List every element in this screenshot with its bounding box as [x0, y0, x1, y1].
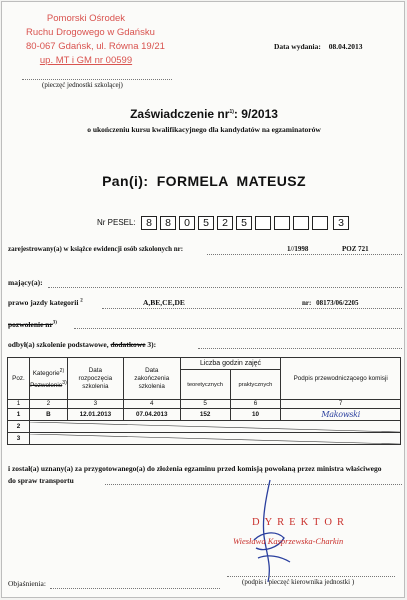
- director-name: Wiesława Kasprzewska-Charkin: [233, 536, 344, 546]
- empty-row-cell: [29, 433, 400, 445]
- registration-poz: POZ 721: [342, 245, 369, 253]
- header-pozwolenie-sup: 3): [62, 379, 67, 386]
- header-signature: Podpis przewodniczącego komisji: [281, 358, 401, 400]
- column-number: 3: [67, 400, 123, 409]
- training-label: [8, 340, 156, 349]
- title-prefix: Zaświadczenie nr: [130, 107, 230, 121]
- license-sup: 2: [80, 298, 83, 304]
- registration-label: zarejestrowany(a) w książce ewidencji osób szkolonych nr:: [8, 245, 184, 253]
- column-number: 2: [29, 400, 67, 409]
- school-stamp: [26, 12, 165, 68]
- footer-label: Objaśnienia:: [8, 579, 46, 588]
- row-theory-hours: 152: [180, 409, 230, 421]
- header-kategorie-text: Kategorie: [32, 370, 60, 378]
- pesel-digit: [255, 216, 271, 230]
- license-nr-label: nr:: [302, 299, 312, 307]
- title-sup: 1): [229, 109, 234, 115]
- empty-row-cell: [29, 421, 400, 433]
- pesel-digit: [312, 216, 328, 230]
- stamp-caption: (pieczęć jednostki szkolącej): [42, 81, 123, 89]
- pesel-digit: 5: [236, 216, 252, 230]
- column-number: 5: [180, 400, 230, 409]
- certificate-title: [2, 107, 406, 121]
- title-suffix: : 9/2013: [233, 107, 278, 121]
- column-number: 1: [8, 400, 30, 409]
- pesel-digit: 0: [179, 216, 195, 230]
- person-line: [2, 173, 406, 189]
- issue-date-value: 08.04.2013: [328, 42, 363, 51]
- training-prefix: odbył(a) szkolenie podstawowe,: [8, 340, 111, 349]
- license-label: [8, 298, 83, 307]
- stamp-line-4: up. MT i GM nr 00599: [39, 55, 133, 66]
- row-poz: 3: [8, 433, 30, 445]
- row-signature: Makowski: [281, 409, 401, 421]
- header-hours: Liczba godzin zajęć: [180, 358, 281, 370]
- having-label: mający(a):: [8, 278, 43, 287]
- pesel-digit: 8: [160, 216, 176, 230]
- pesel-digit: 8: [141, 216, 157, 230]
- license-number: [302, 299, 358, 307]
- director-signature-scribble: [240, 478, 300, 588]
- row-poz: 1: [8, 409, 30, 421]
- license-categories: A,BE,CE,DE: [143, 298, 185, 307]
- header-kategorie: [29, 358, 67, 400]
- pesel-digit: 2: [217, 216, 233, 230]
- training-suffix: 3):: [145, 340, 157, 349]
- permit-sup: 3): [52, 320, 57, 326]
- header-poz: Poz.: [8, 358, 30, 400]
- stamp-line-2: Ruchu Drogowego w Gdańsku: [26, 27, 155, 38]
- row-category: B: [29, 409, 67, 421]
- header-start-date: Data rozpoczęcia szkolenia: [67, 358, 123, 400]
- issue-date: [274, 42, 363, 51]
- row-end-date: 07.04.2013: [123, 409, 180, 421]
- director-title: DYREKTOR: [252, 517, 349, 528]
- header-end-date: Data zakończenia szkolenia: [123, 358, 180, 400]
- row-practice-hours: 10: [230, 409, 281, 421]
- pesel-boxes: [141, 216, 353, 230]
- training-table: [7, 357, 401, 445]
- row-start-date: 12.01.2013: [67, 409, 123, 421]
- stamp-line-3: 80-067 Gdańsk, ul. Równa 19/21: [26, 41, 165, 52]
- column-number: 4: [123, 400, 180, 409]
- stamp-line-1: Pomorski Ośrodek: [46, 13, 126, 24]
- table-row: [8, 433, 401, 445]
- pesel-label: Nr PESEL:: [97, 218, 136, 227]
- permit-label-text: pozwolenie nr: [8, 320, 53, 329]
- row-poz: 2: [8, 421, 30, 433]
- person-label: Pan(i):: [102, 173, 149, 189]
- registration-number: 1//1998: [287, 245, 309, 253]
- pesel-digit: 5: [198, 216, 214, 230]
- director-caption: (podpis i pieczęć kierownika jednostki ): [242, 578, 355, 586]
- header-kategorie-sup: 2): [59, 368, 65, 375]
- header-practice: praktycznych: [230, 370, 281, 400]
- header-pozwolenie-text: Pozwolenie: [30, 381, 63, 389]
- person-name: FORMELA MATEUSZ: [156, 173, 306, 189]
- column-number: 6: [230, 400, 281, 409]
- license-label-text: prawo jazdy kategorii: [8, 298, 79, 307]
- header-theory: teoretycznych: [180, 370, 230, 400]
- issue-date-label: Data wydania:: [274, 42, 321, 51]
- approval-text: i został(a) uznany(a) za przygotowanego(a) do złożenia egzaminu przed komisją powołaną przez ministra właściwego do spraw transportu: [8, 464, 382, 485]
- table-row: [8, 409, 401, 421]
- certificate-page: [1, 1, 405, 598]
- pesel-digit: [274, 216, 290, 230]
- permit-label: [8, 320, 57, 329]
- certificate-subtitle: o ukończeniu kursu kwalifikacyjnego dla kandydatów na egzaminatorów: [87, 125, 321, 134]
- license-nr-value: 08173/06/2205: [316, 299, 359, 307]
- table-row: [8, 421, 401, 433]
- pesel-digit: [293, 216, 309, 230]
- training-struck: dodatkowe: [110, 340, 146, 349]
- pesel-digit: 3: [333, 216, 349, 230]
- column-number: 7: [281, 400, 401, 409]
